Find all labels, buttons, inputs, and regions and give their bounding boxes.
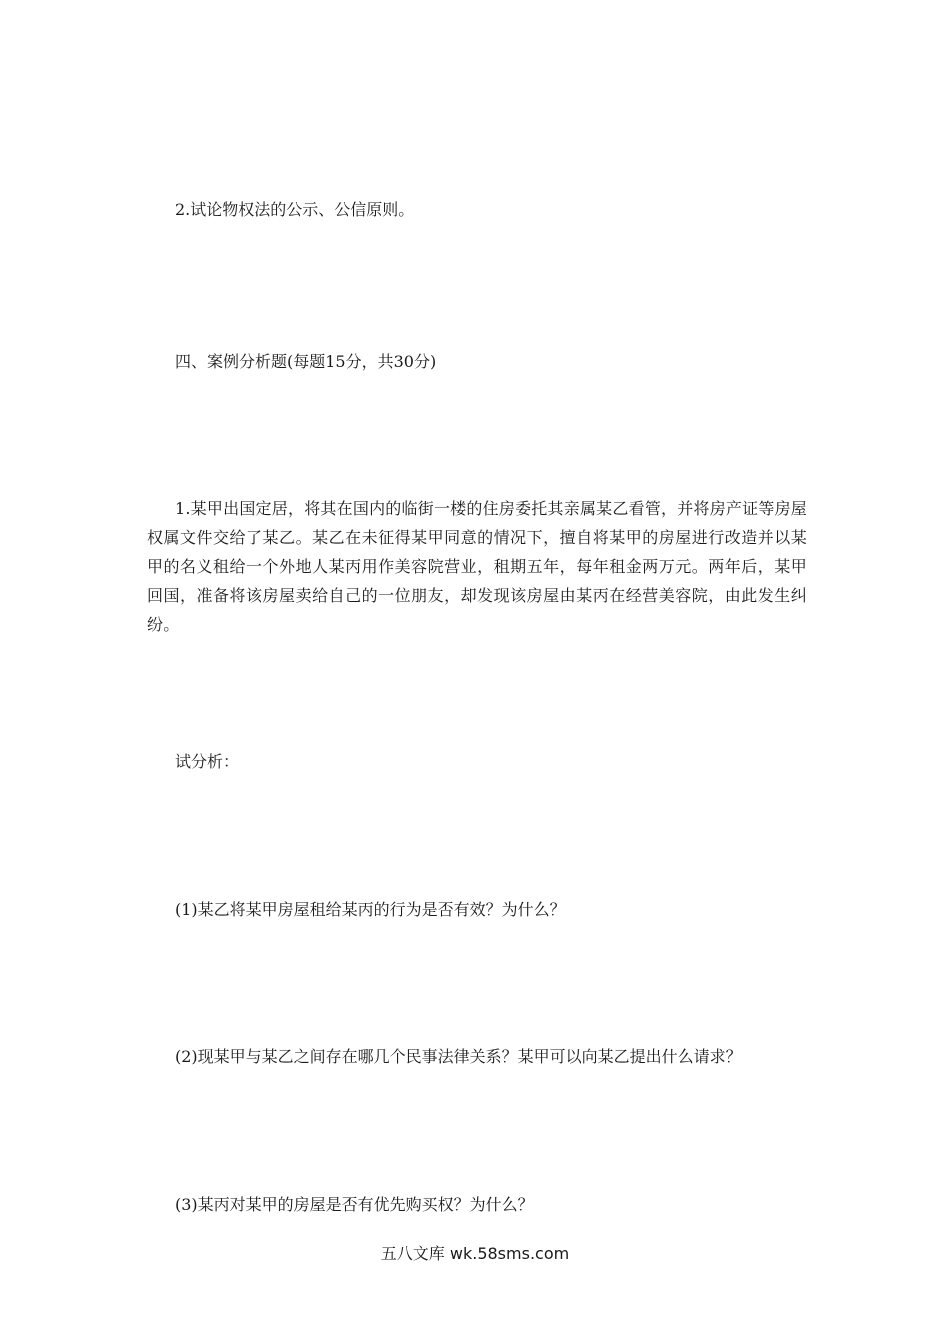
case-1-paragraph: 1.某甲出国定居，将其在国内的临街一楼的住房委托其亲属某乙看管，并将房产证等房屋权属文件交给了某乙。某乙在未征得某甲同意的情况下，擅自将某甲的房屋进行改造并以某甲的名义租给一个外地人某丙用作美容院营业，租期五年，每年租金两万元。两年后，某甲回国，准备将该房屋卖给自己的一位朋友，却发现该房屋由某丙在经营美容院，由此发生纠纷。 xyxy=(147,499,807,634)
analyze-prompt: 试分析： xyxy=(175,752,240,771)
footer-watermark: 五八文库 wk.58sms.com xyxy=(380,1244,570,1263)
essay-question-2: 2.试论物权法的公示、公信原则。 xyxy=(175,200,415,219)
question-2: (2)现某甲与某乙之间存在哪几个民事法律关系？某甲可以向某乙提出什么请求？ xyxy=(175,1047,742,1066)
question-1: (1)某乙将某甲房屋租给某丙的行为是否有效？为什么？ xyxy=(175,900,566,919)
section-4-heading: 四、案例分析题(每题15分，共30分) xyxy=(175,352,437,371)
question-3: (3)某丙对某甲的房屋是否有优先购买权？为什么？ xyxy=(175,1195,534,1214)
